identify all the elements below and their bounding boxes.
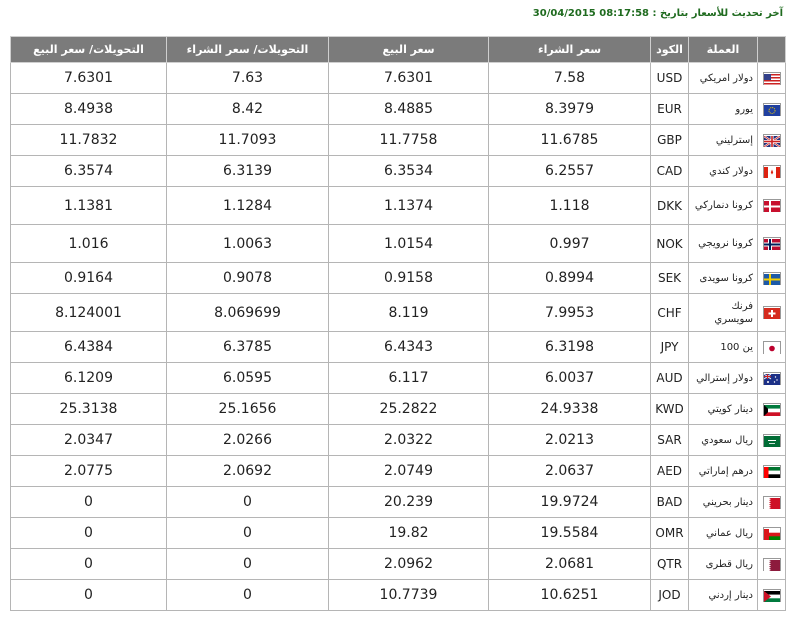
sell-rate: 25.2822: [329, 394, 489, 425]
currency-name: درهم إماراتي: [689, 456, 758, 487]
sell-rate: 2.0322: [329, 425, 489, 456]
table-row: [11, 263, 786, 294]
buy-rate: 6.2557: [489, 156, 651, 187]
us-flag-icon: [763, 72, 781, 85]
transfer-sell-rate: 1.016: [11, 225, 167, 263]
sell-rate: 1.1374: [329, 187, 489, 225]
header-transfer-sell: التحويلات/ سعر البيع: [11, 37, 167, 63]
currency-code: NOK: [651, 225, 689, 263]
last-update-line: [533, 8, 783, 19]
bh-flag-icon: [763, 496, 781, 509]
flag-cell: [758, 425, 786, 456]
currency-name: يورو: [689, 94, 758, 125]
currency-code: AUD: [651, 363, 689, 394]
table-row: [11, 456, 786, 487]
table-row: [11, 156, 786, 187]
currency-code: CAD: [651, 156, 689, 187]
transfer-buy-rate: 2.0266: [167, 425, 329, 456]
table-header-row: [11, 37, 786, 63]
currency-name: دينار إردني: [689, 580, 758, 611]
table-row: [11, 294, 786, 332]
sell-rate: 11.7758: [329, 125, 489, 156]
flag-cell: [758, 332, 786, 363]
om-flag-icon: [763, 527, 781, 540]
gb-flag-icon: [763, 134, 781, 147]
buy-rate: 2.0637: [489, 456, 651, 487]
currency-code: GBP: [651, 125, 689, 156]
currency-name: ريال عماني: [689, 518, 758, 549]
transfer-sell-rate: 2.0775: [11, 456, 167, 487]
buy-rate: 0.8994: [489, 263, 651, 294]
table-row: [11, 125, 786, 156]
sell-rate: 0.9158: [329, 263, 489, 294]
currency-code: SAR: [651, 425, 689, 456]
currency-code: JPY: [651, 332, 689, 363]
buy-rate: 19.5584: [489, 518, 651, 549]
transfer-sell-rate: 2.0347: [11, 425, 167, 456]
flag-cell: [758, 187, 786, 225]
dk-flag-icon: [763, 199, 781, 212]
currency-code: KWD: [651, 394, 689, 425]
flag-cell: [758, 125, 786, 156]
last-update-timestamp: 30/04/2015 08:17:58: [532, 8, 649, 19]
buy-rate: 24.9338: [489, 394, 651, 425]
transfer-sell-rate: 0: [11, 549, 167, 580]
buy-rate: 6.0037: [489, 363, 651, 394]
jp-flag-icon: [763, 341, 781, 354]
buy-rate: 0.997: [489, 225, 651, 263]
table-row: [11, 549, 786, 580]
table-row: [11, 63, 786, 94]
sell-rate: 6.117: [329, 363, 489, 394]
exchange-rates-table: [10, 36, 786, 611]
transfer-buy-rate: 6.0595: [167, 363, 329, 394]
eu-flag-icon: [763, 103, 781, 116]
sell-rate: 8.119: [329, 294, 489, 332]
table-row: [11, 187, 786, 225]
transfer-buy-rate: 8.069699: [167, 294, 329, 332]
table-row: [11, 425, 786, 456]
last-update-label: آخر تحديث للأسعار بتاريخ :: [652, 8, 783, 19]
buy-rate: 11.6785: [489, 125, 651, 156]
sell-rate: 20.239: [329, 487, 489, 518]
currency-name: ين 100: [689, 332, 758, 363]
currency-code: OMR: [651, 518, 689, 549]
flag-cell: [758, 518, 786, 549]
se-flag-icon: [763, 272, 781, 285]
header-buy: سعر الشراء: [489, 37, 651, 63]
transfer-sell-rate: 11.7832: [11, 125, 167, 156]
transfer-sell-rate: 0: [11, 487, 167, 518]
buy-rate: 2.0213: [489, 425, 651, 456]
flag-cell: [758, 263, 786, 294]
table-row: [11, 394, 786, 425]
flag-cell: [758, 294, 786, 332]
sell-rate: 1.0154: [329, 225, 489, 263]
currency-name: كرونا سويدى: [689, 263, 758, 294]
transfer-sell-rate: 25.3138: [11, 394, 167, 425]
currency-code: QTR: [651, 549, 689, 580]
transfer-sell-rate: 8.4938: [11, 94, 167, 125]
flag-cell: [758, 456, 786, 487]
transfer-buy-rate: 1.0063: [167, 225, 329, 263]
transfer-sell-rate: 6.1209: [11, 363, 167, 394]
ch-flag-icon: [763, 306, 781, 319]
header-currency: العملة: [689, 37, 758, 63]
transfer-sell-rate: 6.3574: [11, 156, 167, 187]
transfer-sell-rate: 0: [11, 580, 167, 611]
currency-code: AED: [651, 456, 689, 487]
currency-code: BAD: [651, 487, 689, 518]
transfer-buy-rate: 2.0692: [167, 456, 329, 487]
flag-cell: [758, 580, 786, 611]
currency-name: دولار كندي: [689, 156, 758, 187]
flag-cell: [758, 225, 786, 263]
currency-name: ريال قطرى: [689, 549, 758, 580]
sell-rate: 10.7739: [329, 580, 489, 611]
transfer-buy-rate: 0: [167, 580, 329, 611]
currency-name: كرونا نرويجي: [689, 225, 758, 263]
transfer-buy-rate: 7.63: [167, 63, 329, 94]
transfer-buy-rate: 0: [167, 487, 329, 518]
currency-code: CHF: [651, 294, 689, 332]
sell-rate: 6.4343: [329, 332, 489, 363]
buy-rate: 10.6251: [489, 580, 651, 611]
currency-name: دولار امريكي: [689, 63, 758, 94]
currency-code: USD: [651, 63, 689, 94]
ca-flag-icon: [763, 165, 781, 178]
buy-rate: 7.58: [489, 63, 651, 94]
sell-rate: 8.4885: [329, 94, 489, 125]
jo-flag-icon: [763, 589, 781, 602]
transfer-buy-rate: 6.3139: [167, 156, 329, 187]
transfer-buy-rate: 0: [167, 549, 329, 580]
table-row: [11, 225, 786, 263]
transfer-sell-rate: 7.6301: [11, 63, 167, 94]
transfer-buy-rate: 0: [167, 518, 329, 549]
currency-name: دولار إسترالي: [689, 363, 758, 394]
flag-cell: [758, 156, 786, 187]
sell-rate: 2.0962: [329, 549, 489, 580]
buy-rate: 7.9953: [489, 294, 651, 332]
currency-code: SEK: [651, 263, 689, 294]
flag-cell: [758, 94, 786, 125]
currency-name: دينار بحريني: [689, 487, 758, 518]
transfer-buy-rate: 25.1656: [167, 394, 329, 425]
table-row: [11, 518, 786, 549]
transfer-sell-rate: 0.9164: [11, 263, 167, 294]
transfer-sell-rate: 8.124001: [11, 294, 167, 332]
table-row: [11, 94, 786, 125]
transfer-buy-rate: 11.7093: [167, 125, 329, 156]
transfer-sell-rate: 1.1381: [11, 187, 167, 225]
sell-rate: 19.82: [329, 518, 489, 549]
currency-name: دينار كويتي: [689, 394, 758, 425]
buy-rate: 6.3198: [489, 332, 651, 363]
flag-cell: [758, 63, 786, 94]
transfer-buy-rate: 6.3785: [167, 332, 329, 363]
buy-rate: 19.9724: [489, 487, 651, 518]
kw-flag-icon: [763, 403, 781, 416]
currency-code: JOD: [651, 580, 689, 611]
sell-rate: 6.3534: [329, 156, 489, 187]
qa-flag-icon: [763, 558, 781, 571]
buy-rate: 8.3979: [489, 94, 651, 125]
buy-rate: 1.118: [489, 187, 651, 225]
flag-cell: [758, 549, 786, 580]
currency-name: إسترليني: [689, 125, 758, 156]
transfer-buy-rate: 0.9078: [167, 263, 329, 294]
table-row: [11, 487, 786, 518]
currency-code: EUR: [651, 94, 689, 125]
buy-rate: 2.0681: [489, 549, 651, 580]
ae-flag-icon: [763, 465, 781, 478]
header-flag: [758, 37, 786, 63]
header-sell: سعر البيع: [329, 37, 489, 63]
currency-name: فرنك سويسري: [689, 294, 758, 332]
table-row: [11, 580, 786, 611]
table-row: [11, 363, 786, 394]
transfer-buy-rate: 8.42: [167, 94, 329, 125]
no-flag-icon: [763, 237, 781, 250]
header-transfer-buy: التحويلات/ سعر الشراء: [167, 37, 329, 63]
sa-flag-icon: [763, 434, 781, 447]
transfer-sell-rate: 0: [11, 518, 167, 549]
currency-code: DKK: [651, 187, 689, 225]
flag-cell: [758, 363, 786, 394]
au-flag-icon: [763, 372, 781, 385]
currency-name: ريال سعودي: [689, 425, 758, 456]
sell-rate: 7.6301: [329, 63, 489, 94]
sell-rate: 2.0749: [329, 456, 489, 487]
transfer-buy-rate: 1.1284: [167, 187, 329, 225]
flag-cell: [758, 394, 786, 425]
table-row: [11, 332, 786, 363]
transfer-sell-rate: 6.4384: [11, 332, 167, 363]
currency-name: كرونا دنماركي: [689, 187, 758, 225]
header-code: الكود: [651, 37, 689, 63]
flag-cell: [758, 487, 786, 518]
